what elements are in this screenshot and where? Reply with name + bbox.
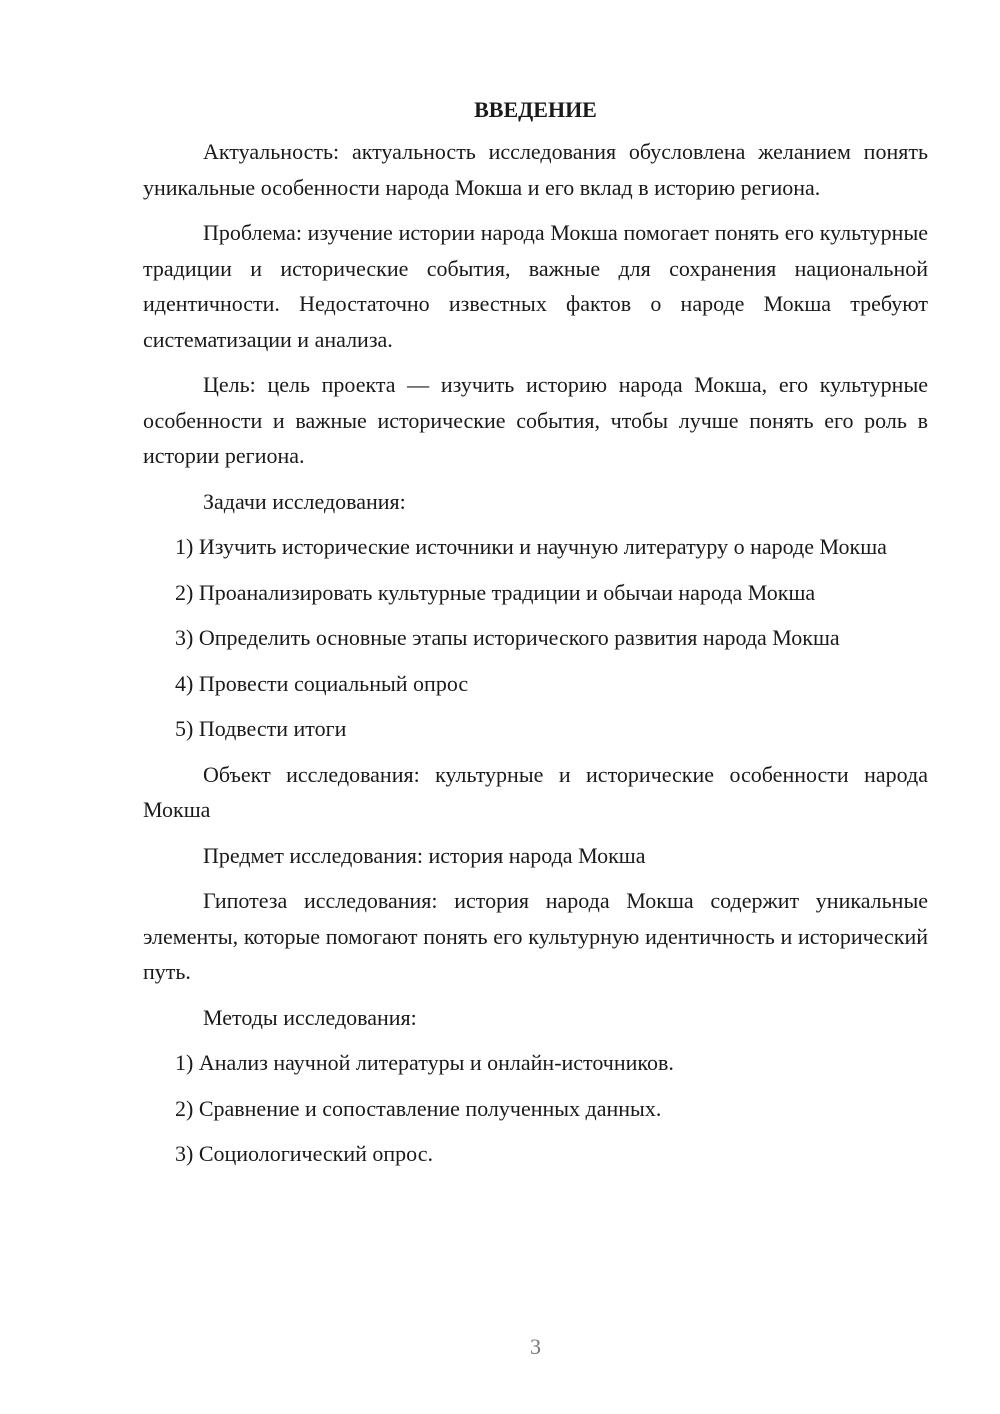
tasks-heading: Задачи исследования: [203, 488, 406, 514]
task-item: 4) Провести социальный опрос [175, 670, 469, 696]
problem-paragraph: Проблема: изучение истории народа Мокша помогает понять его культурные традиции и исторические события, важные для сохранения национальной идентичности. Недостаточно известных фактов о народе Мокша требуют систематизации и анализа. [143, 220, 928, 352]
method-item: 1) Анализ научной литературы и онлайн-источников. [175, 1050, 674, 1075]
document-page [143, 94, 928, 1172]
hypothesis-paragraph: Гипотеза исследования: история народа Мокша содержит уникальные элементы, которые помогают понять его культурную идентичность и исторический путь. [143, 888, 928, 984]
task-item: 3) Определить основные этапы исторического развития народа Мокша [175, 625, 840, 650]
task-item: 5) Подвести итоги [175, 716, 347, 741]
relevance-paragraph: Актуальность: актуальность исследования обусловлена желанием понять уникальные особенности народа Мокша и его вклад в историю региона. [143, 139, 928, 200]
page-title: ВВЕДЕНИЕ [474, 97, 597, 122]
subject-paragraph: Предмет исследования: история народа Мокша [203, 842, 646, 868]
object-paragraph: Объект исследования: культурные и исторические особенности народа Мокша [143, 761, 928, 822]
task-item: 2) Проанализировать культурные традиции и обычаи народа Мокша [175, 579, 816, 605]
method-item: 3) Социологический опрос. [175, 1141, 433, 1166]
methods-heading: Методы исследования: [203, 1004, 417, 1030]
goal-paragraph: Цель: цель проекта — изучить историю народа Мокша, его культурные особенности и важные исторические события, чтобы лучше понять его роль в истории региона. [143, 372, 928, 468]
method-item: 2) Сравнение и сопоставление полученных данных. [175, 1095, 662, 1121]
page-number: 3 [530, 1334, 541, 1359]
task-item: 1) Изучить исторические источники и научную литературу о народе Мокша [175, 534, 887, 559]
